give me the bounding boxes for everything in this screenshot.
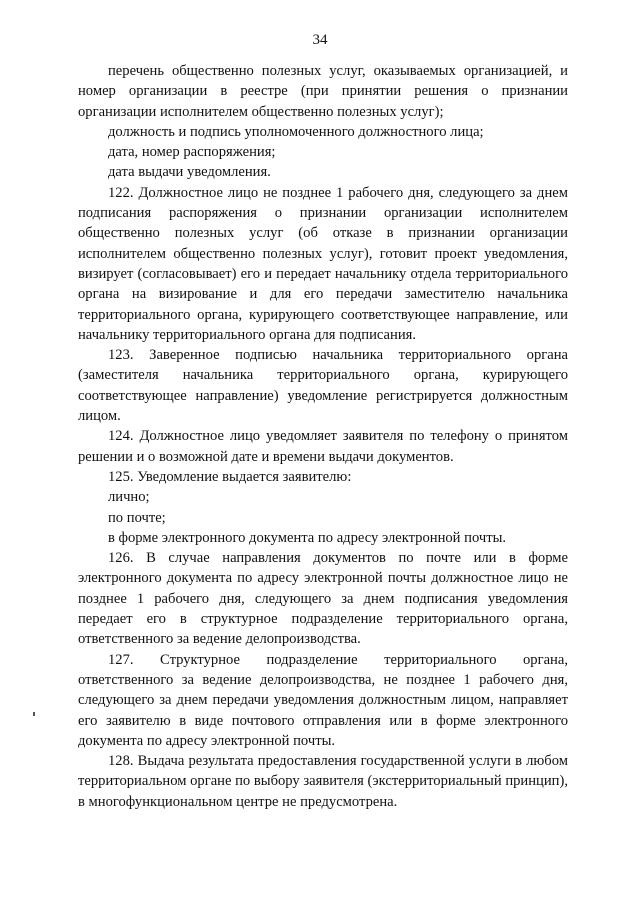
paragraph-124: 124. Должностное лицо уведомляет заявителя по телефону о принятом решении и о возможной дате и времени выдачи документов.: [78, 428, 568, 465]
paragraph-issue-date: дата выдачи уведомления.: [108, 164, 271, 181]
paragraph-125-in-person: лично;: [108, 489, 150, 506]
paragraph-123: 123. Заверенное подписью начальника территориального органа (заместителя начальника территориального органа, курирующего соответствующее направление) уведомление регистрируется должностным лицом.: [78, 347, 568, 425]
scan-speck: [33, 712, 35, 716]
document-body: [78, 61, 568, 812]
paragraph-125-electronic: в форме электронного документа по адресу электронной почты.: [108, 529, 507, 546]
paragraph-official-signature: должность и подпись уполномоченного должностного лица;: [108, 123, 484, 140]
paragraph-order-date: дата, номер распоряжения;: [108, 144, 276, 161]
page-number: 34: [312, 32, 328, 48]
paragraph-127: 127. Структурное подразделение территориального органа, ответственного за ведение делопроизводства, не позднее 1 рабочего дня, следующего за днем передачи уведомления должностным лицом, направляет его заявителю в виде почтового отправления или в форме электронного документа по адресу электронной почты.: [78, 651, 568, 749]
paragraph-125: 125. Уведомление выдается заявителю:: [108, 468, 352, 485]
paragraph-125-by-mail: по почте;: [108, 509, 166, 526]
paragraph-128: 128. Выдача результата предоставления государственной услуги в любом территориальном органе по выбору заявителя (экстерриториальный принцип), в многофункциональном центре не предусмотрена.: [78, 753, 568, 810]
paragraph-services-list: перечень общественно полезных услуг, оказываемых организацией, и номер организации в реестре (при принятии решения о признании организации исполнителем общественно полезных услуг);: [78, 63, 568, 120]
paragraph-122: 122. Должностное лицо не позднее 1 рабочего дня, следующего за днем подписания распоряжения о признании организации исполнителем общественно полезных услуг (об отказе в признании организации исполнителем общественно полезных услуг), готовит проект уведомления, визирует (согласовывает) его и передает начальнику отдела территориального органа на визирование и для его передачи заместителю начальника территориального органа, курирующего соответствующее направление, или начальнику территориального органа для подписания.: [78, 184, 568, 343]
paragraph-126: 126. В случае направления документов по почте или в форме электронного документа по адресу электронной почты должностное лицо не позднее 1 рабочего дня, следующего за днем подписания уведомления передает его в структурное подразделение территориального органа, ответственного за ведение делопроизводства.: [78, 550, 568, 648]
